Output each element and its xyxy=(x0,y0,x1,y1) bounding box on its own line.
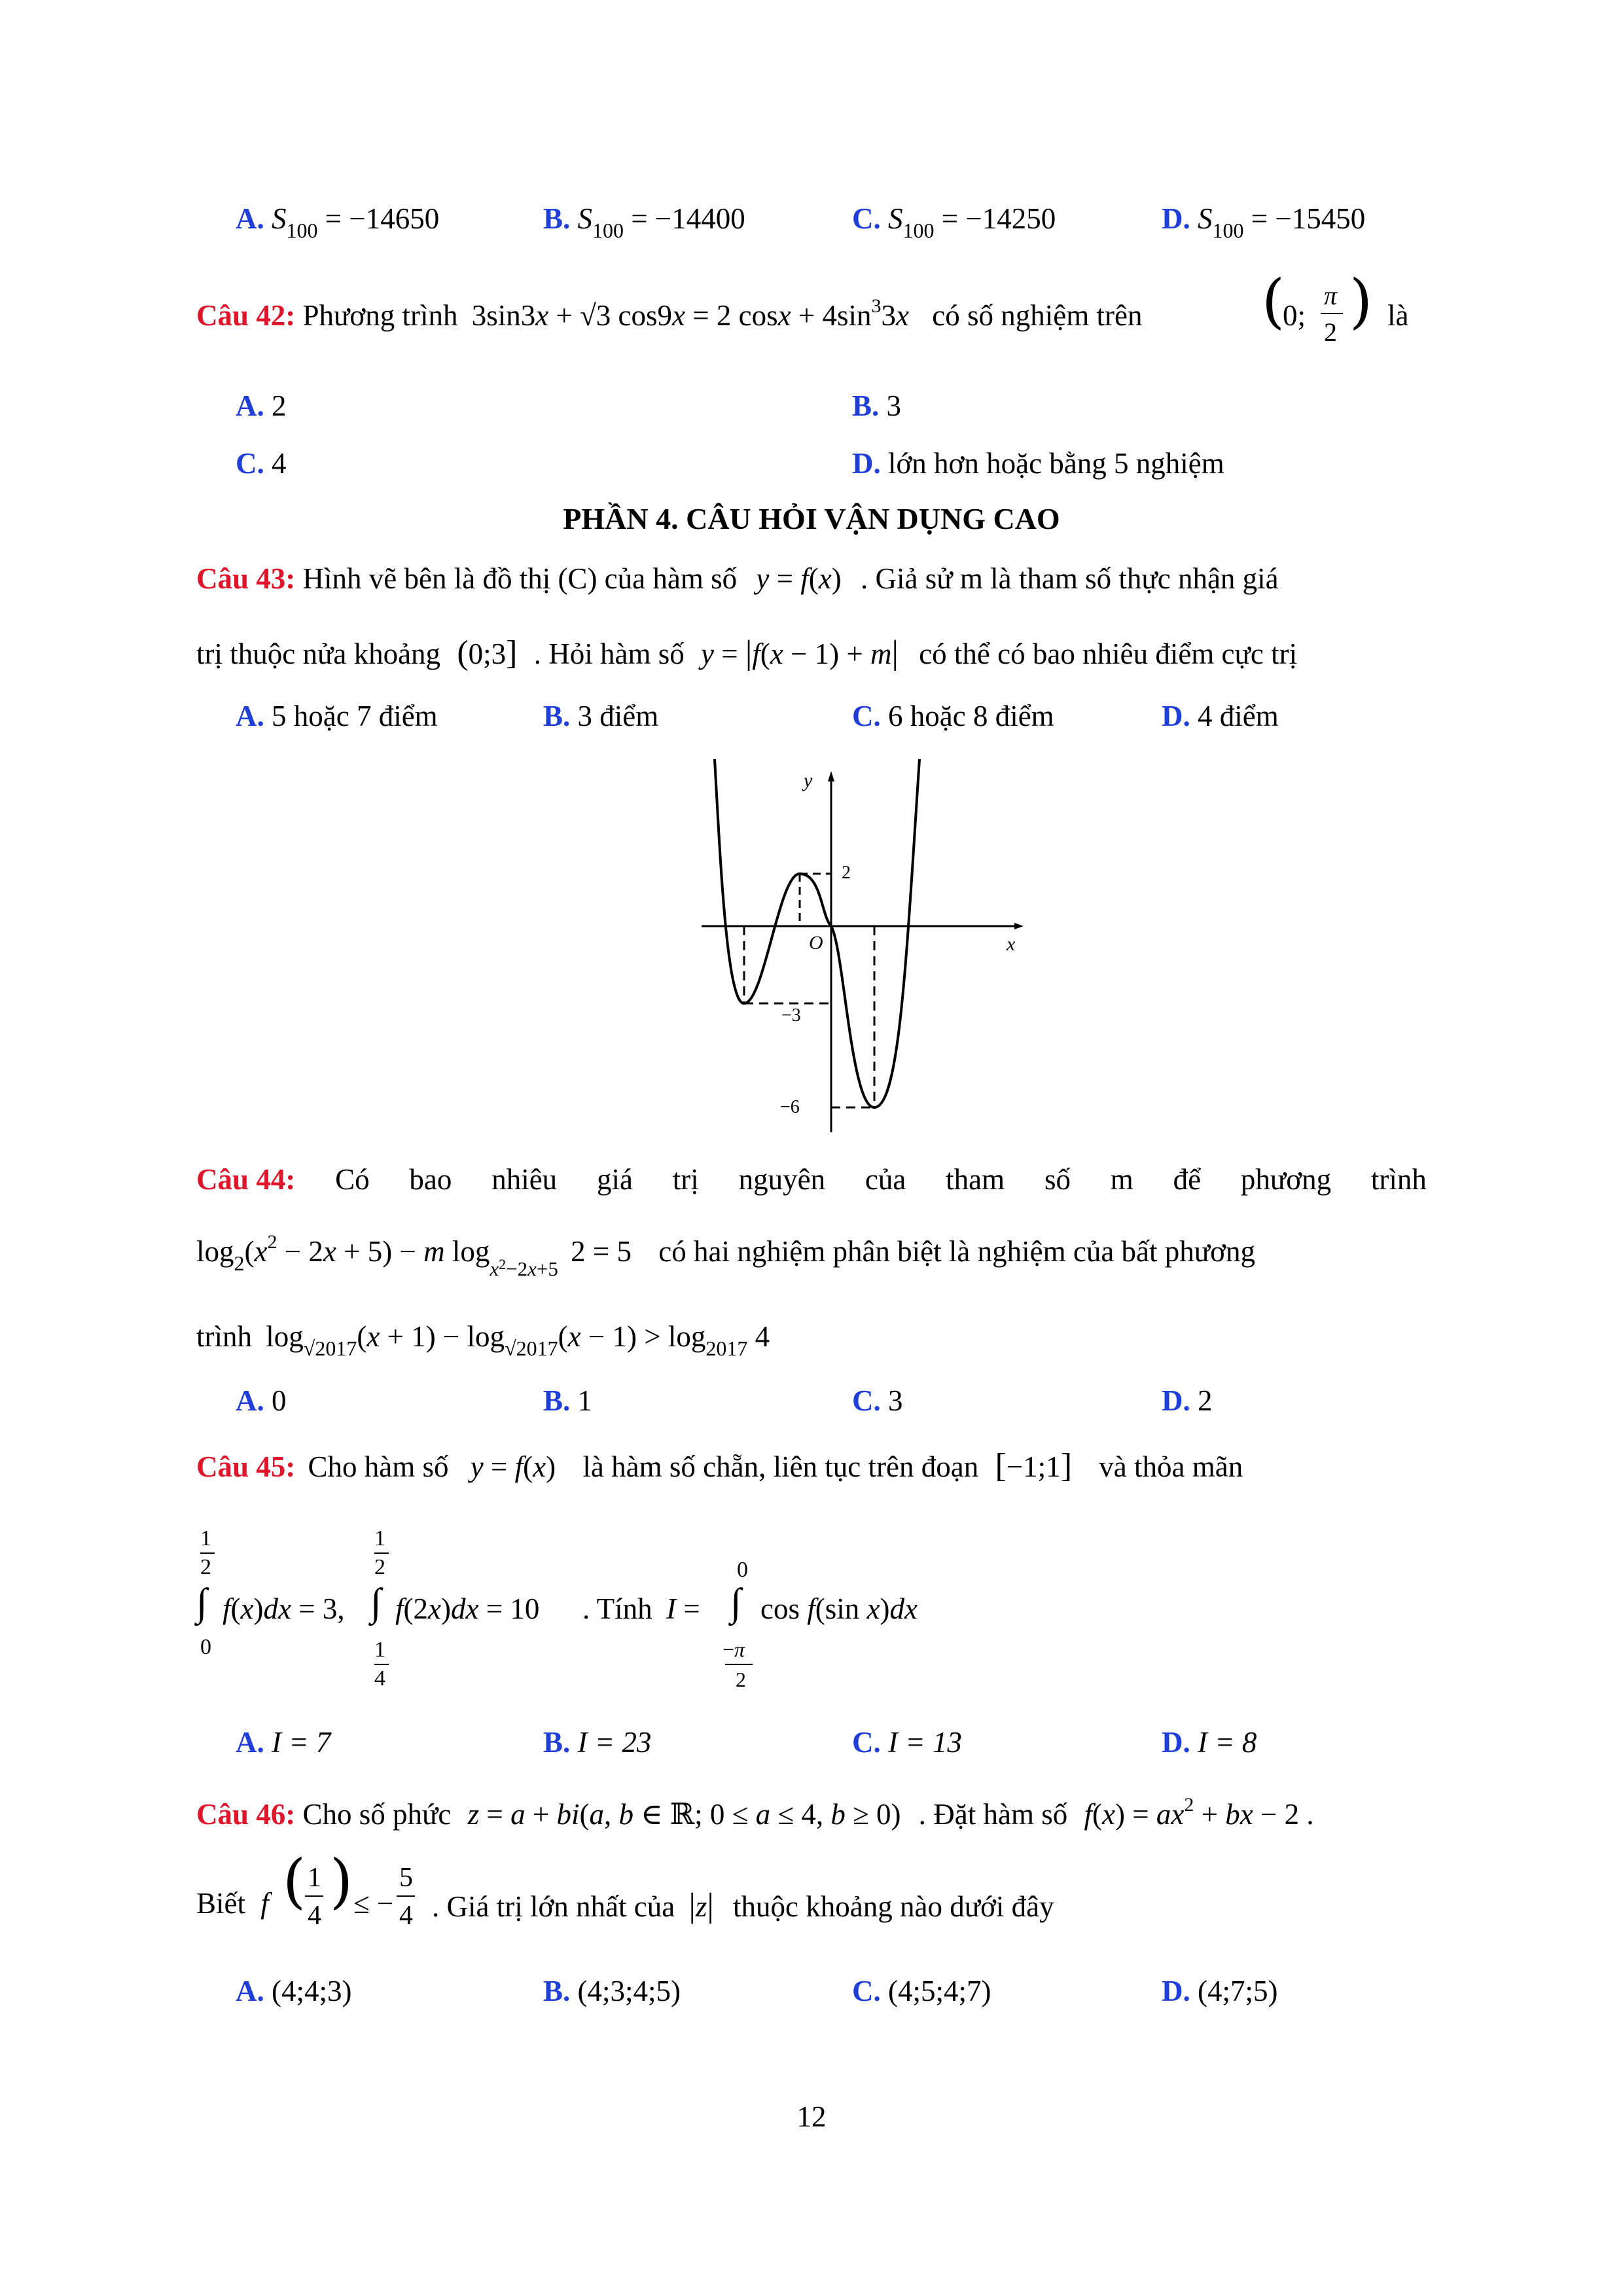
q45-line1: Câu 45: Cho hàm số y = f(x) là hàm số chẵn, liên tục trên đoạn [−1;1] và thỏa mãn xyxy=(196,1447,1243,1484)
page-number: 12 xyxy=(796,2100,827,2133)
q41-option-d[interactable]: D. $S_{100} = -15450$ xyxy=(1162,202,1366,242)
q46-line1: Câu 46: Cho số phức z = a + bi(a, b ∈ ℝ; 0 ≤ a ≤ 4, b ≥ 0) . Đặt hàm số $f(x) = ax^2$ + bx − 2 . xyxy=(196,1794,1314,1831)
equation: $\log_2(x^2 - 2x + 5) - m$ $\log_{x^2-2x+5} 2 = 5$ xyxy=(196,1231,632,1280)
tick-label-minus3: −3 xyxy=(781,1005,801,1026)
y-axis-label: y xyxy=(804,770,813,791)
q46-option-d[interactable]: D. (4;7;5) xyxy=(1162,1975,1278,2007)
q42-stem: Câu 42: Phương trình 3sin3x + √3 cos9x = 2 $\cos x + 4\sin^33x$ có số nghiệm trên xyxy=(196,295,1143,332)
x-axis-arrow-icon xyxy=(1014,923,1024,929)
integral-i: cos f(sin x)dx xyxy=(760,1592,918,1625)
q44-option-d[interactable]: D. 2 xyxy=(1162,1384,1213,1417)
option-label: B. xyxy=(543,202,571,235)
function-graph xyxy=(687,759,1027,1145)
section-title: PHẦN 4. CÂU HỎI VẬN DỤNG CAO xyxy=(563,502,1060,535)
tick-label-2: 2 xyxy=(842,863,851,883)
q44-option-c[interactable]: C. 3 xyxy=(852,1384,903,1417)
question-label: Câu 42: xyxy=(196,299,296,332)
q44-option-b[interactable]: B. 1 xyxy=(543,1384,593,1417)
q43-line2: trị thuộc nửa khoảng (0;3] . Hỏi hàm số y = |f(x − 1) + m| có thể có bao nhiêu điểm cực trị xyxy=(196,634,1298,672)
tick-label-minus6: −6 xyxy=(780,1097,800,1117)
q43-line1: Câu 43: Hình vẽ bên là đồ thị (C) của hàm số y = f(x) . Giả sử m là tham số thực nhận giá xyxy=(196,562,1279,595)
q41-option-b[interactable]: B. $S_{100} = -14400$ xyxy=(543,202,745,242)
q43-option-b[interactable]: B. 3 điểm xyxy=(543,700,659,732)
option-label: A. xyxy=(236,202,264,235)
q45-option-b[interactable]: B. I = 23 xyxy=(543,1726,652,1759)
q44-option-a[interactable]: A. 0 xyxy=(236,1384,287,1417)
equation: 3sin3x + √3 cos9x = 2 $\cos x + 4\sin^33x$ xyxy=(471,295,910,332)
q42-option-b[interactable]: B. 3 xyxy=(852,389,902,422)
q44-line1: Câu 44: Có bao nhiêu giá trị nguyên của tham số m để phương trình xyxy=(196,1163,1427,1196)
q44-line2: $\log_2(x^2 - 2x + 5) - m$ $\log_{x^2-2x+5} 2 = 5$ có hai nghiệm phân biệt là nghiệm của bất phương xyxy=(196,1231,1255,1280)
q43-option-c[interactable]: C. 6 hoặc 8 điểm xyxy=(852,700,1054,732)
x-axis-label: x xyxy=(1007,933,1016,955)
q46-option-c[interactable]: C. (4;5;4;7) xyxy=(852,1975,991,2007)
q46-option-a[interactable]: A. (4;4;3) xyxy=(236,1975,352,2007)
inequality: $\log_{√2017}(x + 1) - \log_{√2017}(x - 1) > \log_{2017} 4$ xyxy=(266,1320,770,1360)
q45-option-d[interactable]: D. I = 8 xyxy=(1162,1726,1257,1759)
q45-option-a[interactable]: A. I = 7 xyxy=(236,1726,331,1759)
origin-label: O xyxy=(809,932,823,954)
y-axis-arrow-icon xyxy=(828,771,834,781)
option-label: D. xyxy=(1162,202,1190,235)
integral-2: f(2x)dx = 10 xyxy=(395,1592,540,1625)
q46-line2: Biết f xyxy=(196,1887,269,1920)
option-label: C. xyxy=(852,202,881,235)
q44-line3: trình $\log_{√2017}(x + 1) - \log_{√2017}(x - 1) > \log_{2017} 4$ xyxy=(196,1320,770,1360)
q41-option-c[interactable]: C. $S_{100} = -14250$ xyxy=(852,202,1056,242)
q43-option-d[interactable]: D. 4 điểm xyxy=(1162,700,1279,732)
q41-option-a[interactable]: A. $S_{100} = -14650$ xyxy=(236,202,440,242)
q43-option-a[interactable]: A. 5 hoặc 7 điểm xyxy=(236,700,438,732)
integral-1: f(x)dx = 3, xyxy=(223,1592,345,1625)
q42-interval: ( xyxy=(1262,267,1285,336)
q45-option-c[interactable]: C. I = 13 xyxy=(852,1726,962,1759)
q42-option-a[interactable]: A. 2 xyxy=(236,389,287,422)
q46-option-b[interactable]: B. (4;3;4;5) xyxy=(543,1975,681,2007)
q42-option-c[interactable]: C. 4 xyxy=(236,447,287,480)
q42-option-d[interactable]: D. lớn hơn hoặc bằng 5 nghiệm xyxy=(852,447,1224,480)
